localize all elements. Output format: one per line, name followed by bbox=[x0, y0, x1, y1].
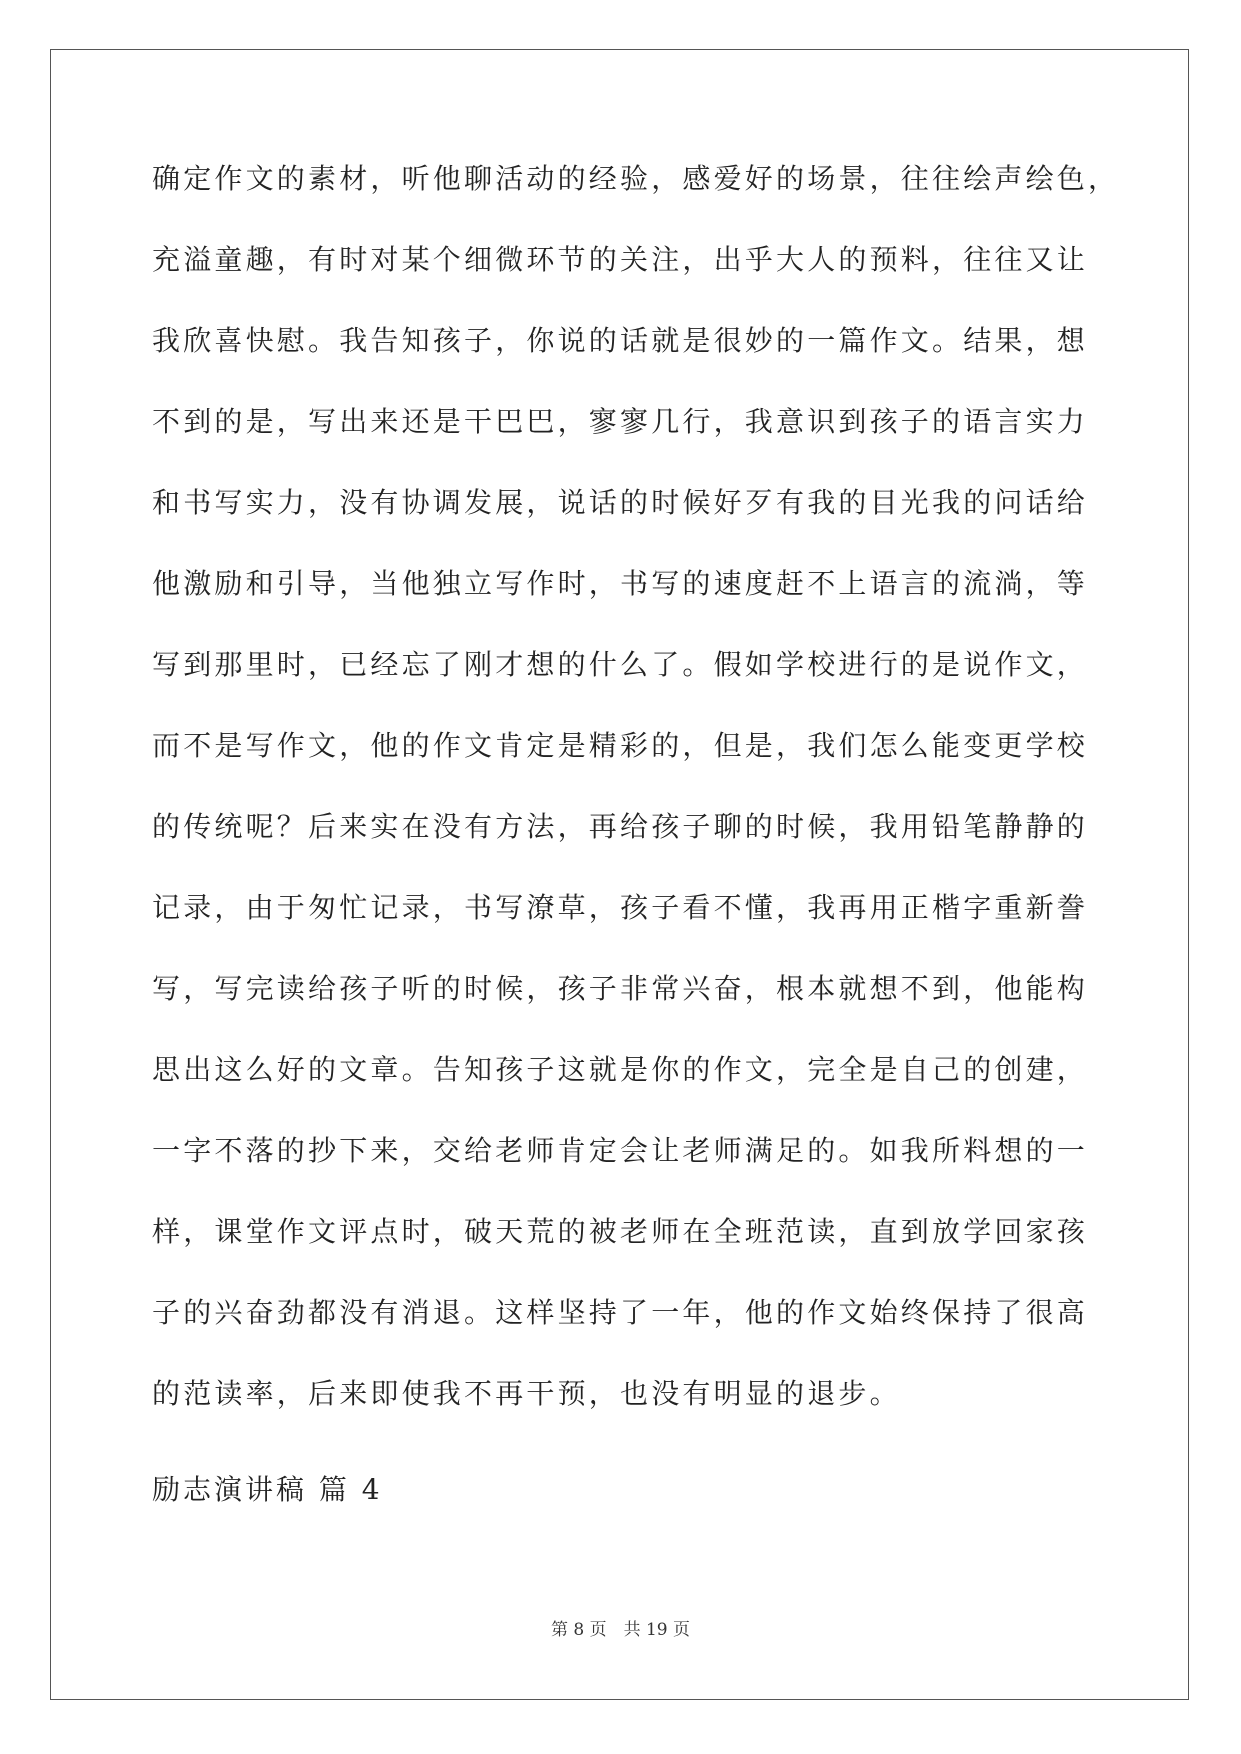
text-line: 确定作文的素材，听他聊活动的经验，感爱好的场景，往往绘声绘色， bbox=[152, 162, 1120, 195]
page-footer: 第 8 页 共 19 页 bbox=[550, 1620, 691, 1640]
section-heading: 励志演讲稿 篇 4 bbox=[152, 1473, 383, 1506]
text-line: 样，课堂作文评点时，破天荒的被老师在全班范读，直到放学回家孩 bbox=[152, 1215, 1089, 1248]
text-line: 而不是写作文，他的作文肯定是精彩的，但是，我们怎么能变更学校 bbox=[152, 729, 1089, 762]
text-line: 不到的是，写出来还是干巴巴，寥寥几行，我意识到孩子的语言实力 bbox=[152, 405, 1089, 438]
text-line: 子的兴奋劲都没有消退。这样坚持了一年，他的作文始终保持了很高 bbox=[152, 1296, 1089, 1329]
text-line: 充溢童趣，有时对某个细微环节的关注，出乎大人的预料，往往又让 bbox=[152, 243, 1089, 276]
text-line: 思出这么好的文章。告知孩子这就是你的作文，完全是自己的创建， bbox=[152, 1053, 1089, 1086]
text-line: 记录，由于匆忙记录，书写潦草，孩子看不懂，我再用正楷字重新誊 bbox=[152, 891, 1089, 924]
body-text bbox=[152, 164, 1119, 1460]
text-line: 的范读率，后来即使我不再干预，也没有明显的退步。 bbox=[152, 1377, 901, 1410]
text-line: 的传统呢？后来实在没有方法，再给孩子聊的时候，我用铅笔静静的 bbox=[152, 810, 1089, 843]
text-line: 我欣喜快慰。我告知孩子，你说的话就是很妙的一篇作文。结果，想 bbox=[152, 324, 1089, 357]
text-line: 他激励和引导，当他独立写作时，书写的速度赶不上语言的流淌，等 bbox=[152, 567, 1089, 600]
text-line: 和书写实力，没有协调发展，说话的时候好歹有我的目光我的问话给 bbox=[152, 486, 1089, 519]
text-line: 写，写完读给孩子听的时候，孩子非常兴奋，根本就想不到，他能构 bbox=[152, 972, 1089, 1005]
text-line: 一字不落的抄下来，交给老师肯定会让老师满足的。如我所料想的一 bbox=[152, 1134, 1089, 1167]
text-line: 写到那里时，已经忘了刚才想的什么了。假如学校进行的是说作文， bbox=[152, 648, 1089, 681]
